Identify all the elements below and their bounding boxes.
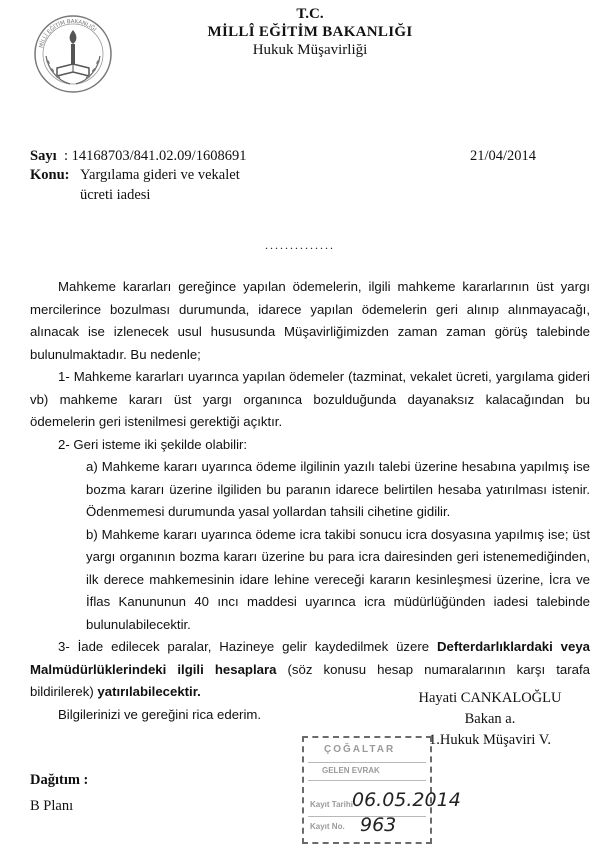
svg-text:MİLLÎ EĞİTİM BAKANLIĞI — [39, 19, 98, 49]
document-date: 21/04/2014 — [470, 148, 537, 164]
item-3: 3- İade edilecek paralar, Hazineye gelir kaydedilmek üzere Defterdarlıklardaki veya Malmüdürlüklerindeki ilgili hesaplara (söz konusu hesap numaralarının karşı tarafa bildirilerek) yatırılabilecektir. — [30, 639, 590, 699]
stamp-date-label: Kayıt Tarihi — [310, 800, 353, 809]
header-department: Hukuk Müşavirliği — [252, 42, 368, 58]
distribution-value: B Planı — [30, 798, 74, 814]
item-1: 1- Mahkeme kararları uyarınca yapılan ödemeler (tazminat, vekalet ücreti, yargılama gideri vb) mahkeme kararı üst yargı organınca bozulduğunda dayanaksız kalacağından bu ödemelerin geri istenilmesi gerektiği açıktır. — [30, 369, 590, 429]
stamp-no-value: 963 — [360, 814, 397, 836]
closing-paragraph: Bilgilerinizi ve gereğini rica ederim. — [58, 706, 262, 722]
stamp-date-value: 06.05.2014 — [352, 789, 461, 811]
addressee-placeholder: .............. — [265, 238, 335, 252]
stamp-no-label: Kayıt No. — [310, 822, 345, 831]
item-2: 2- Geri isteme iki şekilde olabilir: — [58, 436, 248, 452]
stamp-row2: GELEN EVRAK — [322, 766, 380, 775]
konu-label: Konu: — [30, 167, 70, 183]
intro-paragraph: Mahkeme kararları gereğince yapılan ödemelerin, ilgili mahkeme kararlarının üst yargı mercilerince bozulması durumunda, idarece yapılan ödemelerin geri alınıp alınmayacağı, alınacak ise izlenecek usul hususunda Müşavirliğimizden zaman zaman görüş talebinde bulunulmaktadır. Bu nedenle; — [30, 279, 590, 362]
signatory-title2: 1.Hukuk Müşaviri V. — [429, 732, 551, 748]
item-2b: b) Mahkeme kararı uyarınca ödeme icra takibi sonucu icra dosyasına yapılmış ise; üst yargı organının bozma kararı üzerine bu para icra dairesinden geri istenemediğinden, ilk derece mahkemesinin idare lehine vereceği kararın kesinleşmesi üzerine, İcra ve İflas Kanununun 40 ıncı maddesi uyarınca icra müdürlüğünden iadesi talebinde bulunulabilecektir. — [86, 526, 590, 632]
signatory-title1: Bakan a. — [464, 711, 516, 727]
sayi-label: Sayı — [30, 148, 57, 164]
letter-body — [30, 276, 590, 726]
item-3-bold-deposit: yatırılabilecektir. — [97, 684, 201, 699]
sayi-value: : 14168703/841.02.09/1608691 — [64, 148, 247, 164]
konu-line1: Yargılama gideri ve vekalet — [80, 167, 240, 183]
konu-line2: ücreti iadesi — [80, 187, 151, 203]
item-2a: a) Mahkeme kararı uyarınca ödeme ilgilinin yazılı talebi üzerine hesabına yapılmış ise bozma kararı üzerine ilgiliden bu paranın idarece belirtilen hesaba yatırılması istenir. Ödenmemesi durumunda yasal yollardan tahsili cihetine gidilir. — [86, 459, 590, 519]
logo-text: MİLLÎ EĞİTİM BAKANLIĞI — [38, 18, 98, 49]
ministry-seal-icon — [30, 6, 116, 106]
header-tc: T.C. — [296, 6, 324, 22]
distribution-label: Dağıtım : — [30, 772, 89, 788]
header-ministry: MİLLÎ EĞİTİM BAKANLIĞI — [207, 24, 413, 40]
registry-stamp — [302, 736, 461, 844]
item-3-bold-accounts: Defterdarlıklardaki veya Malmüdürlüklerindeki ilgili hesaplara — [30, 639, 590, 677]
stamp-row1: ÇOĞALTAR — [324, 744, 396, 755]
ministry-logo — [30, 6, 116, 106]
signatory-name: Hayati CANKALOĞLU — [418, 690, 562, 706]
